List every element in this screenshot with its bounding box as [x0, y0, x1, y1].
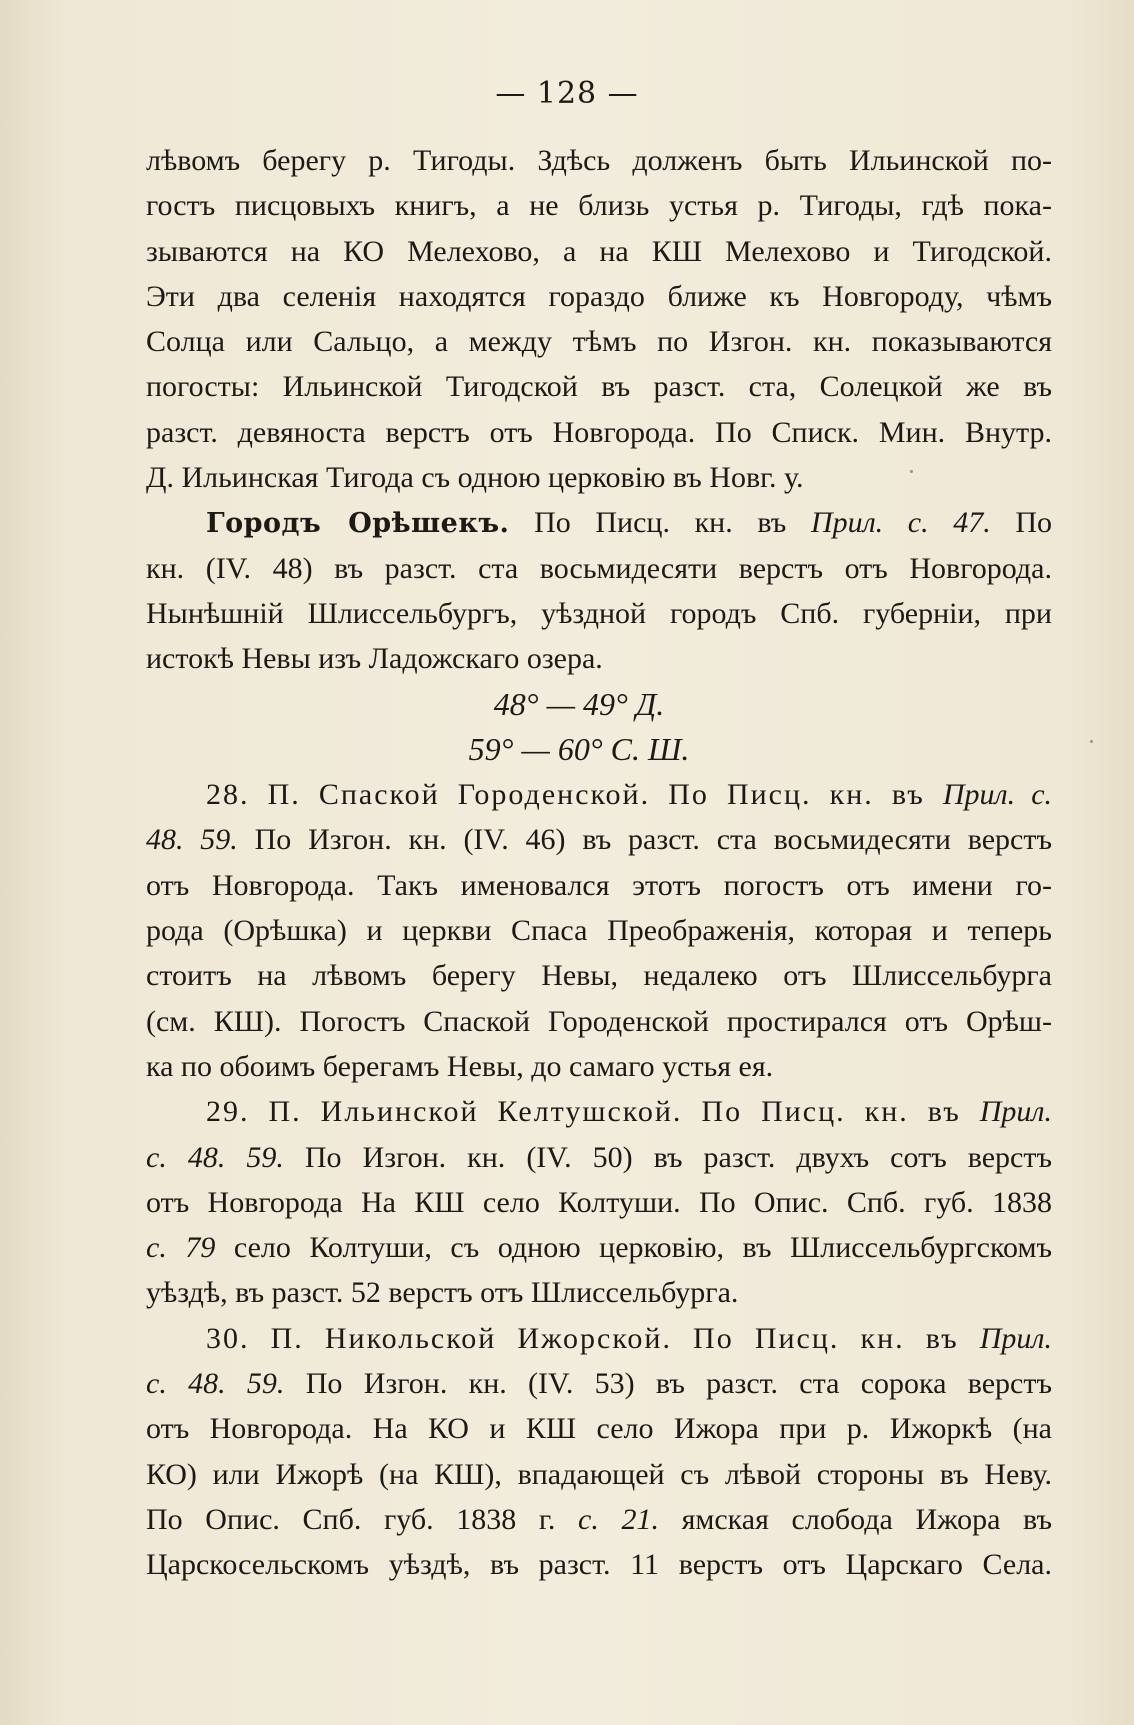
text-line: отъ Новгорода На КШ село Колтуши. По Опис. Спб. губ. 1838 — [146, 1185, 1052, 1219]
text-line: гостъ писцовыхъ книгъ, а не близь устья р. Тигоды, гдѣ пока- — [146, 189, 1052, 223]
body-text — [146, 138, 1052, 1588]
text-line: рода (Орѣшка) и церкви Спаса Преображенія, которая и теперь — [146, 914, 1052, 948]
text-line: КО) или Ижорѣ (на КШ), впадающей съ лѣвой стороны въ Неву. — [146, 1457, 1052, 1491]
entry-29-title: 29. П. Ильинской Келтушской. По Писц. кн. въ Прил. — [206, 1095, 1052, 1129]
text-line: Д. Ильинская Тигода съ одною церковію въ Новг. у. — [146, 461, 804, 495]
text-line: лѣвомъ берегу р. Тигоды. Здѣсь долженъ быть Ильинской по- — [146, 144, 1052, 177]
entry-28-title: 28. П. Спаской Городенской. По Писц. кн. въ Прил. с. — [206, 778, 1053, 812]
text-line: разст. девяноста верстъ отъ Новгорода. По Списк. Мин. Внутр. — [146, 415, 1052, 449]
text-line: Эти два селенія находятся гораздо ближе къ Новгороду, чѣмъ — [146, 279, 1052, 313]
text-line: По Опис. Спб. губ. 1838 г. с. 21. ямская слобода Ижора въ — [146, 1502, 1052, 1536]
text-line: Солца или Сальцо, а между тѣмъ по Изгон. кн. показываются — [146, 325, 1052, 359]
coordinates-longitude: 48° — 49° Д. — [493, 685, 665, 722]
text-line: с. 48. 59. По Изгон. кн. (IV. 53) въ разст. ста сорока верстъ — [146, 1367, 1052, 1401]
text-line: кн. (IV. 48) въ разст. ста восьмидесяти верстъ отъ Новгорода. — [146, 551, 1052, 585]
paper-speck — [1090, 740, 1093, 743]
text-line: погосты: Ильинской Тигодской въ разст. ста, Солецкой же въ — [146, 370, 1052, 404]
entry-30-title: 30. П. Никольской Ижорской. По Писц. кн. въ Прил. — [206, 1321, 1052, 1355]
text-line: отъ Новгорода. Такъ именовался этотъ погостъ отъ имени го- — [146, 868, 1052, 902]
paper-speck — [910, 470, 913, 473]
page-number: — 128 — — [495, 76, 639, 111]
text-line: зываются на КО Мелехово, а на КШ Мелехово и Тигодской. — [146, 234, 1052, 268]
text-line: истокѣ Невы изъ Ладожскаго озера. — [146, 642, 603, 676]
text-line: с. 79 село Колтуши, съ одною церковію, въ Шлиссельбургскомъ — [146, 1231, 1052, 1265]
text-line: уѣздѣ, въ разст. 52 верстъ отъ Шлиссельбурга. — [146, 1276, 739, 1310]
text-line: Нынѣшній Шлиссельбургъ, уѣздной городъ Спб. губерніи, при — [146, 596, 1052, 630]
text-line: отъ Новгорода. На КО и КШ село Ижора при р. Ижоркѣ (на — [146, 1412, 1052, 1446]
section-heading: Городъ Орѣшекъ. — [206, 508, 510, 540]
text-line: с. 48. 59. По Изгон. кн. (IV. 50) въ разст. двухъ сотъ верстъ — [146, 1140, 1052, 1174]
text-line: (см. КШ). Погостъ Спаской Городенской простирался отъ Орѣш- — [146, 1004, 1052, 1038]
coordinates-latitude: 59° — 60° С. Ш. — [468, 730, 690, 767]
text-line: 48. 59. По Изгон. кн. (IV. 46) въ разст. ста восьмидесяти верстъ — [146, 823, 1052, 857]
section-heading-line: Городъ Орѣшекъ. По Писц. кн. въ Прил. с. 47. По — [206, 506, 1053, 540]
text-line: Царскосельскомъ уѣздѣ, въ разст. 11 верстъ отъ Царскаго Села. — [146, 1548, 1052, 1582]
text-line: ка по обоимъ берегамъ Невы, до самаго устья ея. — [146, 1049, 774, 1083]
text-line: стоитъ на лѣвомъ берегу Невы, недалеко отъ Шлиссельбурга — [146, 959, 1052, 993]
